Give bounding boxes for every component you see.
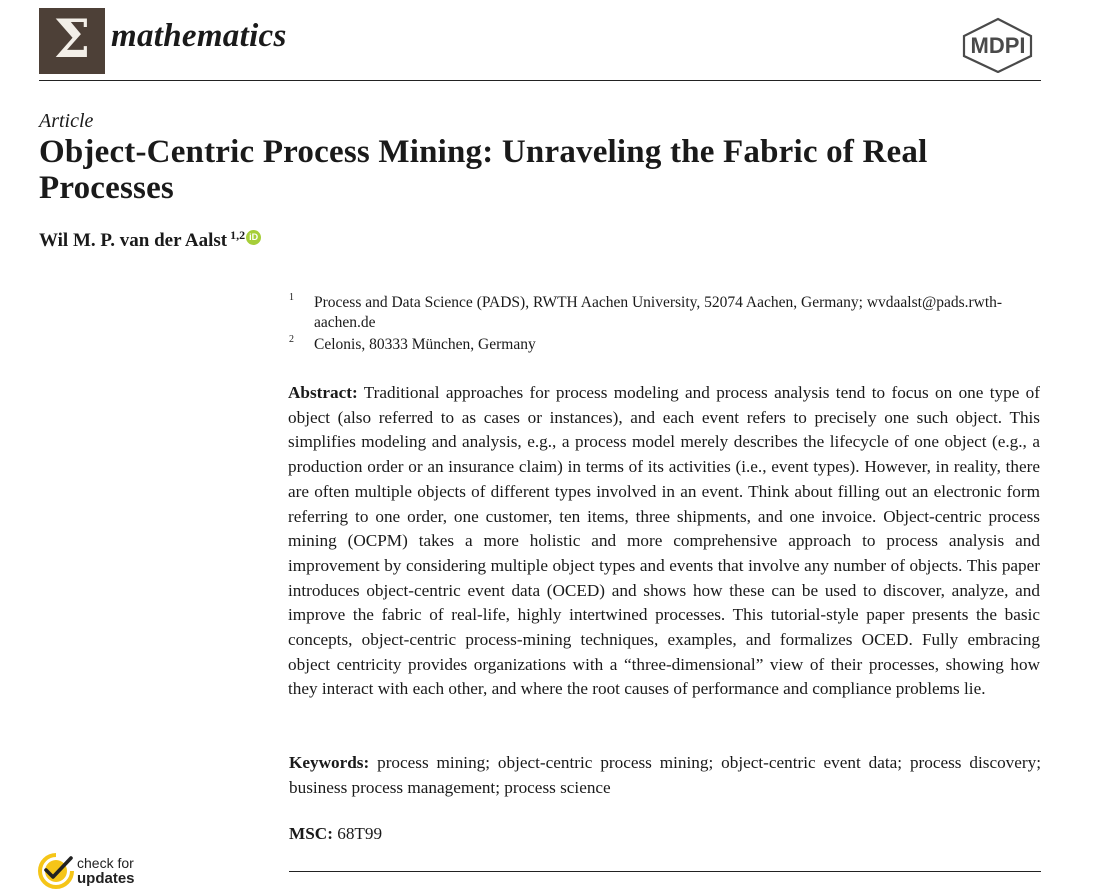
affiliation-1 bbox=[289, 293, 1049, 335]
affiliation-number: 1 bbox=[289, 292, 294, 303]
keywords-text: process mining; object-centric process mining; object-centric event data; process discovery; business process management; process science bbox=[289, 753, 1041, 797]
paper-title: Object-Centric Process Mining: Unraveling the Fabric of Real Processes bbox=[39, 134, 928, 206]
abstract bbox=[288, 381, 1040, 702]
orcid-icon[interactable]: iD bbox=[246, 230, 261, 245]
section-divider bbox=[289, 871, 1041, 872]
check-for-updates-icon bbox=[38, 853, 74, 889]
affiliation-text: Process and Data Science (PADS), RWTH Aachen University, 52074 Aachen, Germany; wvdaalst@pads.rwth-aachen.de bbox=[314, 294, 1003, 331]
check-for-updates-line1: check for bbox=[77, 855, 134, 871]
abstract-text: Traditional approaches for process modeling and process analysis tend to focus on one type of object (also referred to as cases or instances), and each event refers to precisely one such object. This simplifies modeling and analysis, e.g., a process model merely describes the lifecycle of one object (e.g., a production order or an insurance claim) in terms of its activities (i.e., event types). However, in reality, there are often multiple objects of different types involved in an event. Think about filling out an electronic form referring to one order, one customer, ten items, three shipments, and one invoice. Object-centric process mining (OCPM) takes a more holistic and more comprehensive approach to process analysis and improvement by considering multiple object types and events that involve any number of objects. This paper introduces object-centric event data (OCED) and shows how these can be used to discover, analyze, and improve the fabric of real-life, highly intertwined processes. This tutorial-style paper presents the basic concepts, object-centric process-mining techniques, examples, and formalizes OCED. Fully embracing object centricity provides organizations with a “three-dimensional” view of their processes, showing how they interact with each other, and where the root causes of performance and compliance problems lie. bbox=[288, 383, 1040, 699]
check-for-updates-line2: updates bbox=[77, 870, 135, 887]
sigma-icon: Σ bbox=[53, 9, 91, 70]
author-affiliation-marks: 1,2 bbox=[230, 228, 246, 242]
mdpi-logo[interactable] bbox=[956, 17, 1040, 73]
msc-classification bbox=[289, 824, 382, 844]
affiliation-2 bbox=[289, 335, 1049, 355]
journal-logo[interactable] bbox=[39, 8, 105, 74]
check-for-updates-badge[interactable] bbox=[38, 852, 158, 892]
article-type: Article bbox=[39, 110, 94, 132]
author-line bbox=[39, 228, 261, 252]
keywords-label: Keywords: bbox=[289, 753, 370, 772]
author-name[interactable]: Wil M. P. van der Aalst bbox=[39, 230, 228, 251]
keywords bbox=[289, 750, 1041, 800]
abstract-label: Abstract: bbox=[288, 383, 358, 402]
header-divider bbox=[39, 80, 1041, 81]
affiliation-text: Celonis, 80333 München, Germany bbox=[314, 336, 536, 353]
journal-name[interactable]: mathematics bbox=[111, 18, 287, 54]
affiliation-number: 2 bbox=[289, 334, 294, 345]
msc-code: 68T99 bbox=[337, 824, 383, 843]
msc-label: MSC: bbox=[289, 824, 333, 843]
mdpi-text: MDPI bbox=[970, 33, 1026, 58]
